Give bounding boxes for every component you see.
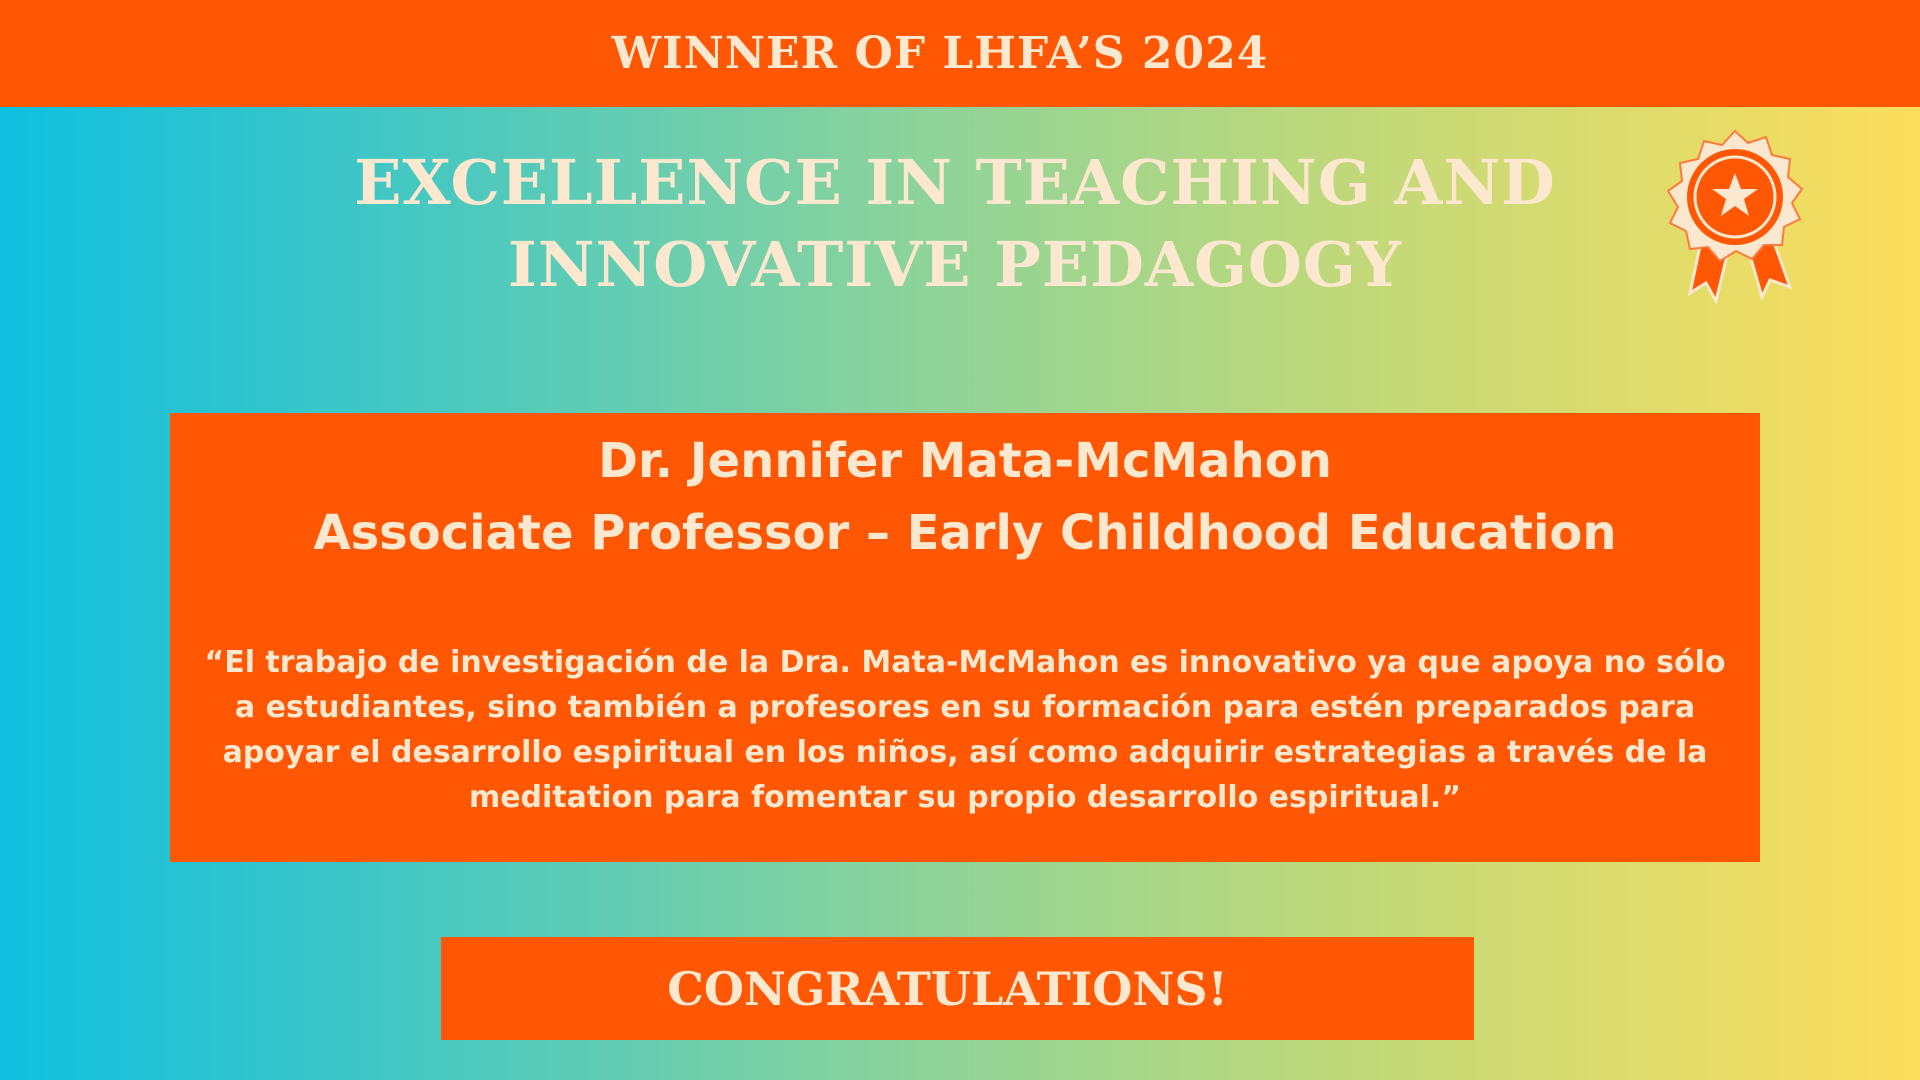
banner-title: WINNER OF LHFA’S 2024 [611, 28, 1269, 79]
award-title-line-2: INNOVATIVE PEDAGOGY [507, 228, 1403, 301]
honoree-card [170, 413, 1760, 862]
honoree-name: Dr. Jennifer Mata-McMahon [598, 433, 1332, 489]
award-title [220, 142, 1690, 306]
honoree-quote: “El trabajo de investigación de la Dra. Mata-McMahon es innovativo ya que apoya no sólo a estudiantes, sino también a profesores en su formación para estén preparados para apoyar el desarrollo espiritual en los niños, así como adquirir estrategias a través de la meditation para fomentar su propio desarrollo espiritual.” [204, 645, 1726, 815]
top-banner [0, 0, 1920, 107]
award-title-line-1: EXCELLENCE IN TEACHING AND [354, 146, 1556, 219]
honoree-role: Associate Professor – Early Childhood Education [313, 505, 1617, 561]
congratulations-banner [441, 937, 1474, 1040]
congratulations-text: CONGRATULATIONS! [667, 961, 1228, 1016]
award-ribbon-icon [1650, 125, 1820, 305]
rosette [1668, 131, 1802, 261]
